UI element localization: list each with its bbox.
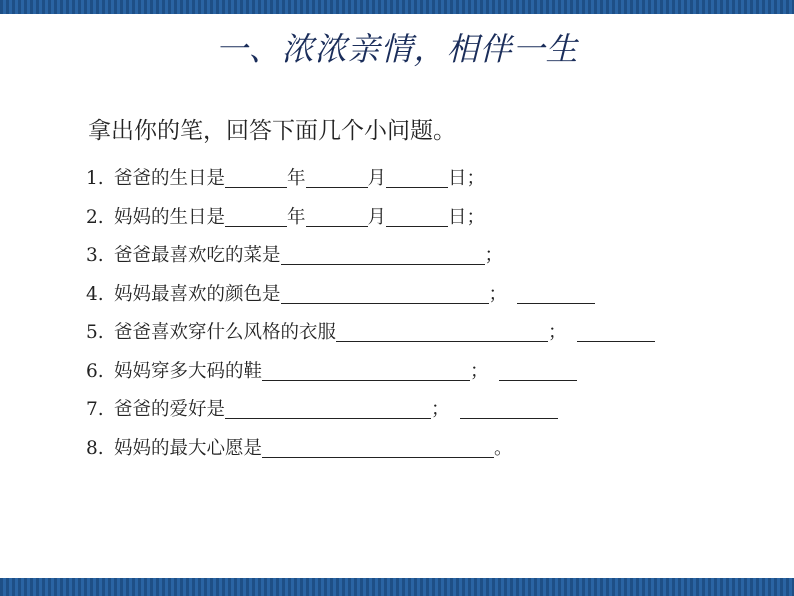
blank-month[interactable] [306, 165, 368, 188]
blank-year[interactable] [225, 204, 287, 227]
question-list [86, 160, 655, 468]
question-7: 7. 爸爸的爱好是 ； [86, 391, 655, 430]
question-4: 4. 妈妈最喜欢的颜色是 ； [86, 276, 655, 315]
answer-blank[interactable] [262, 358, 470, 381]
blank-month[interactable] [306, 204, 368, 227]
top-banner-bar [0, 0, 794, 14]
question-3: 3. 爸爸最喜欢吃的菜是 ； [86, 237, 655, 276]
question-5: 5. 爸爸喜欢穿什么风格的衣服 ； [86, 314, 655, 353]
question-8: 8. 妈妈的最大心愿是 。 [86, 430, 655, 469]
blank-day[interactable] [386, 165, 448, 188]
intro-text: 拿出你的笔，回答下面几个小问题。 [88, 118, 456, 144]
blank-year[interactable] [225, 165, 287, 188]
bottom-banner-bar [0, 578, 794, 596]
answer-blank-extra[interactable] [499, 358, 577, 381]
answer-blank[interactable] [281, 281, 489, 304]
question-1: 1. 爸爸的生日是 年 月 日； [86, 160, 655, 199]
blank-day[interactable] [386, 204, 448, 227]
answer-blank-extra[interactable] [577, 319, 655, 342]
answer-blank[interactable] [336, 319, 548, 342]
answer-blank-extra[interactable] [460, 396, 558, 419]
slide-title: 一、浓浓亲情，相伴一生 [215, 30, 579, 68]
answer-blank-extra[interactable] [517, 281, 595, 304]
question-6: 6. 妈妈穿多大码的鞋 ； [86, 353, 655, 392]
answer-blank[interactable] [281, 242, 485, 265]
answer-blank[interactable] [262, 435, 494, 458]
answer-blank[interactable] [225, 396, 431, 419]
question-2: 2. 妈妈的生日是 年 月 日； [86, 199, 655, 238]
